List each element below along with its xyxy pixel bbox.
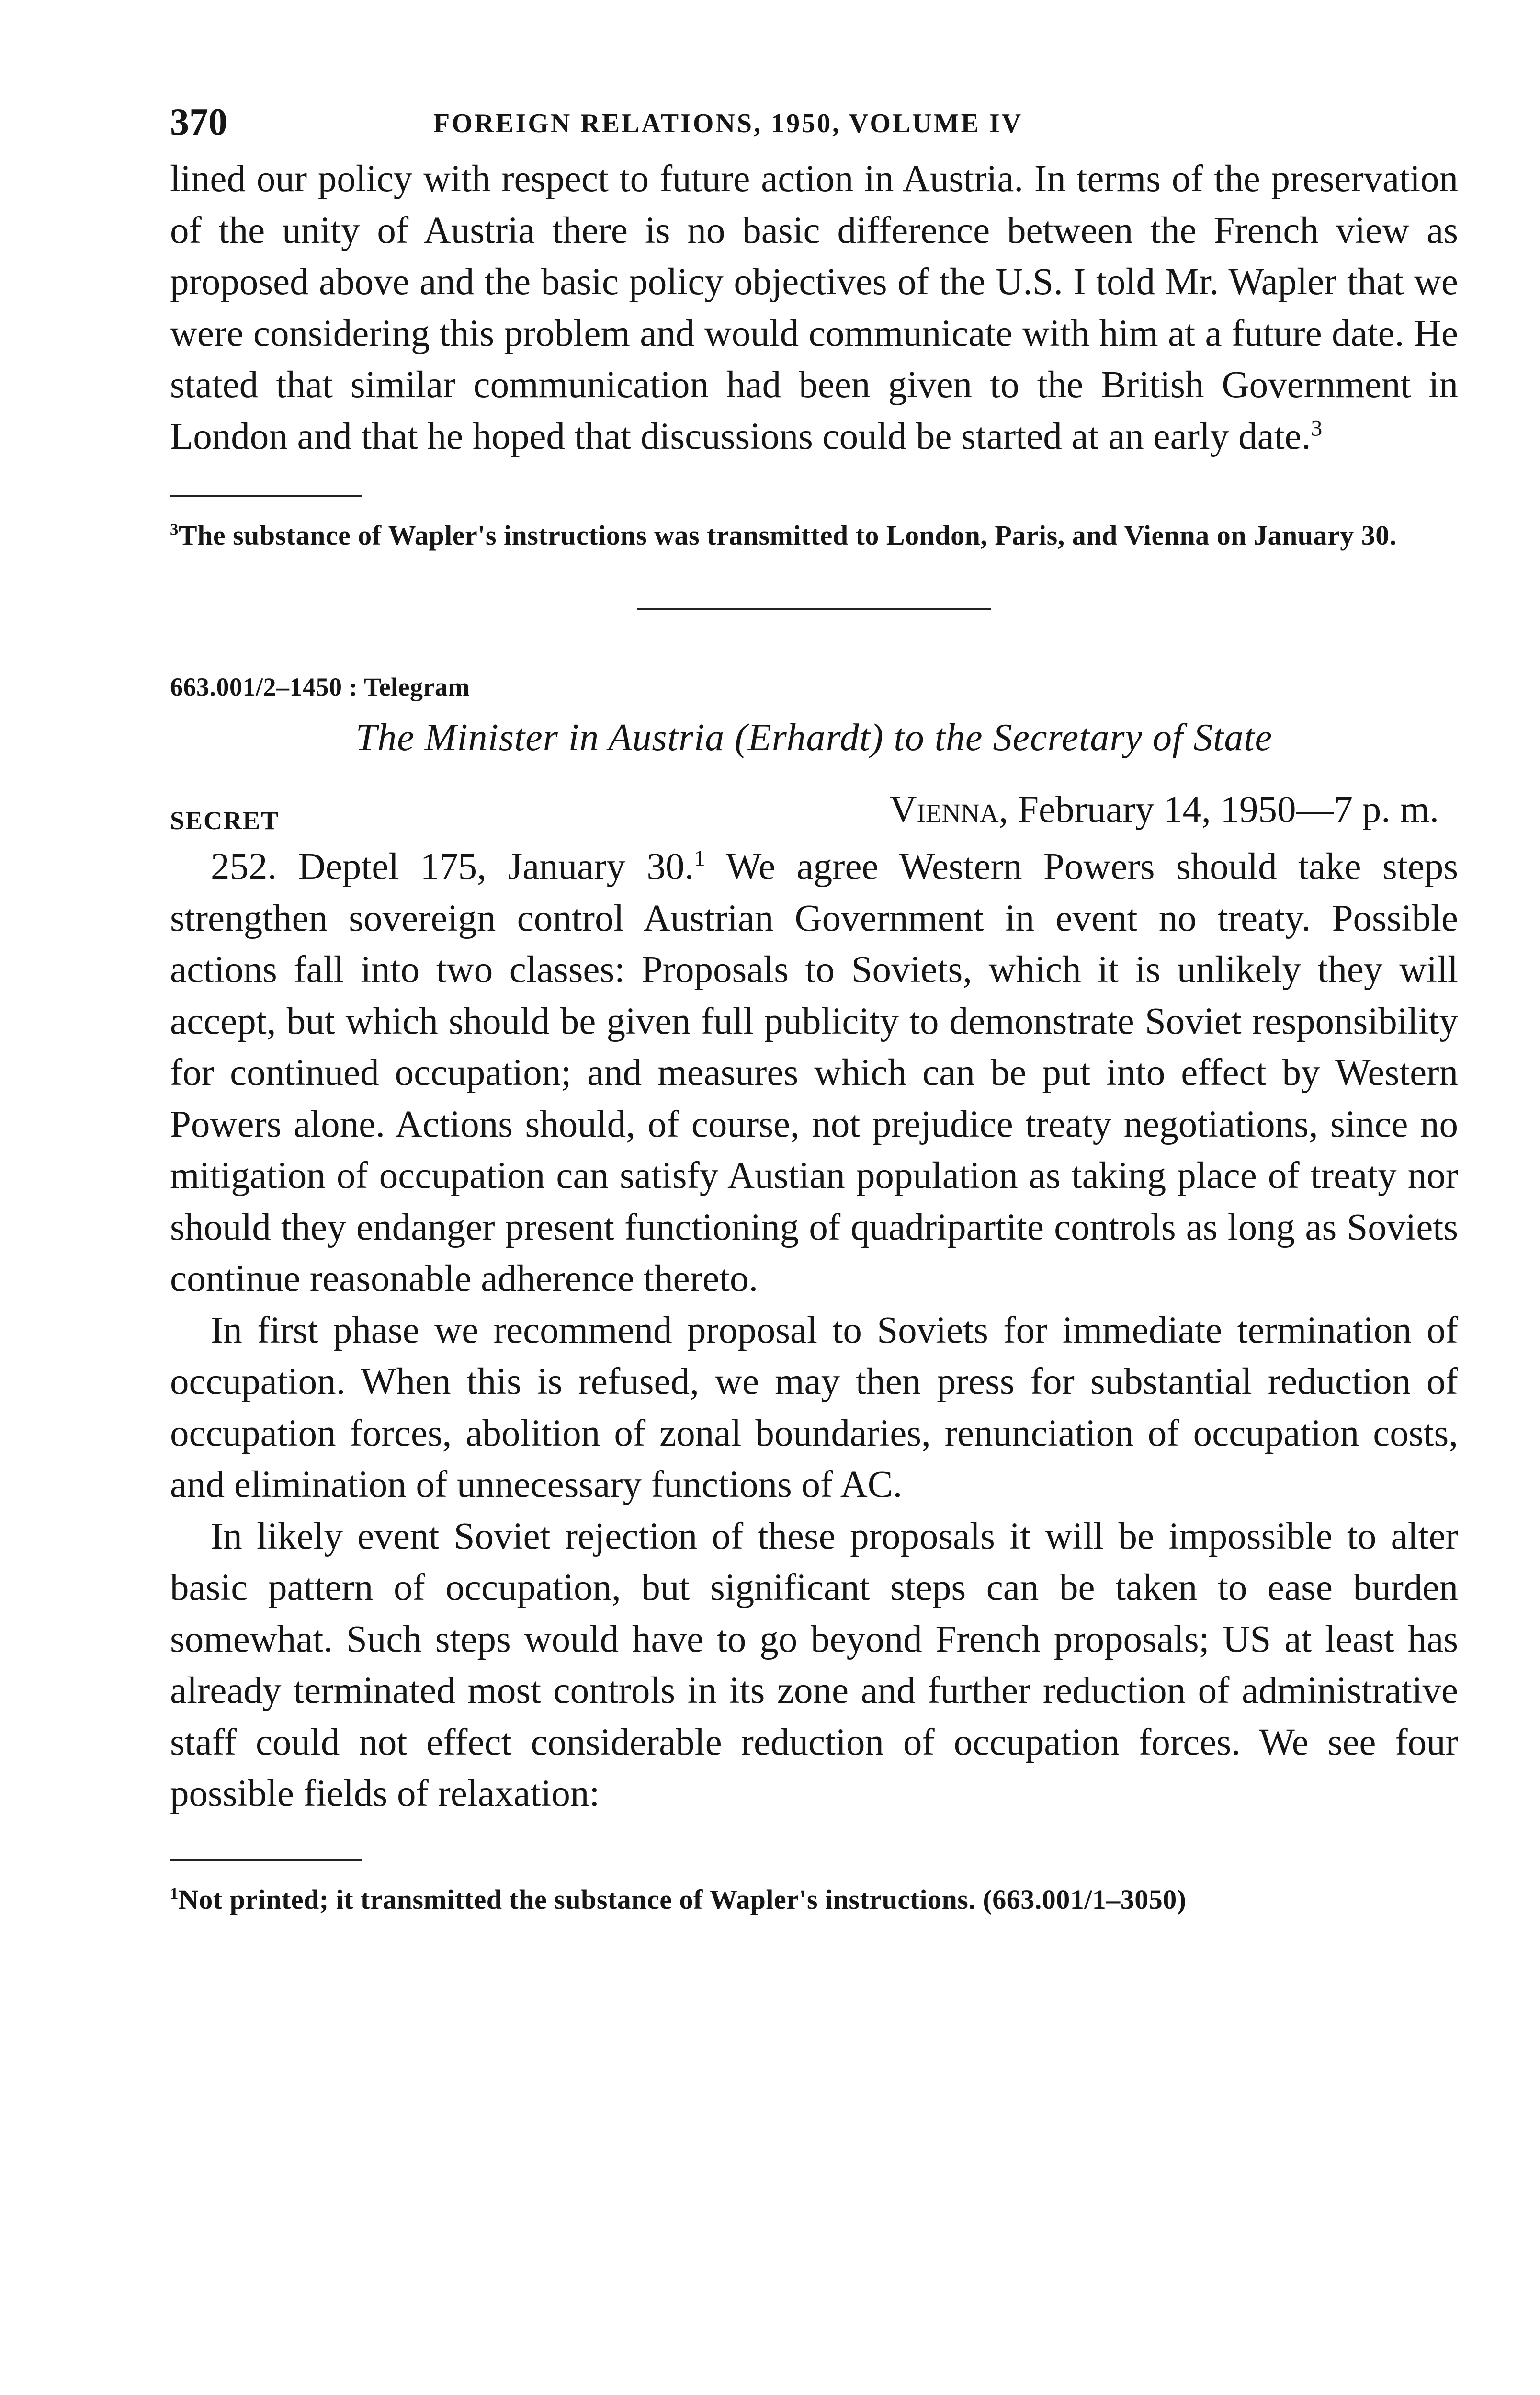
- footnote-3: [170, 517, 1458, 554]
- paragraph-2: In first phase we recommend proposal to Soviets for immediate termination of occupation. When this is refused, we may then press for substantial reduction of occupation forces, abolition of zonal boundaries, renunciation of occupation costs, and elimination of unnecessary functions of AC.: [170, 1309, 1458, 1505]
- date-location: [889, 788, 1439, 832]
- running-head: [170, 96, 1458, 148]
- footnote-number: 1: [170, 1884, 179, 1903]
- document-separator: [637, 608, 991, 610]
- date-time: , February 14, 1950—7 p. m.: [998, 789, 1439, 831]
- running-title: FOREIGN RELATIONS, 1950, VOLUME IV: [433, 109, 1023, 138]
- carryover-paragraph: [170, 153, 1458, 462]
- location: Vienna: [889, 789, 999, 831]
- footnote-ref-1: 1: [694, 846, 705, 871]
- paragraph-1-lead: 252. Deptel 175, January 30.: [211, 846, 694, 888]
- page: [170, 96, 1458, 1918]
- footnote-ref-3: 3: [1311, 416, 1323, 441]
- carryover-text: lined our policy with respect to future action in Austria. In terms of the preservation of the unity of Austria there is no basic difference between the French view as proposed above and the basic policy objectives of the U.S. I told Mr. Wapler that we were considering this problem and would communicate with him at a future date. He stated that similar communication had been given to the British Government in London and that he hoped that discussions could be started at an early date.: [170, 158, 1458, 457]
- footnote-divider: [170, 1859, 362, 1861]
- paragraph-3: In likely event Soviet rejection of these proposals it will be impossible to alter basic pattern of occupation, but significant steps can be taken to ease burden somewhat. Such steps would have to go beyond French proposals; US at least has already terminated most controls in its zone and further reduction of administrative staff could not effect considerable reduction of occupation forces. We see four possible fields of relaxation:: [170, 1515, 1458, 1814]
- footnote-text: The substance of Wapler's instructions was transmitted to London, Paris, and Vienna on January 30.: [178, 520, 1397, 551]
- paragraph-1: [170, 841, 1458, 1305]
- page-number: 370: [170, 101, 227, 143]
- document-title: The Minister in Austria (Erhardt) to the Secretary of State: [355, 717, 1273, 759]
- footnote-text: Not printed; it transmitted the substance of Wapler's instructions. (663.001/1–3050): [178, 1883, 1187, 1915]
- footnote-1: [170, 1881, 1458, 1918]
- classification-label: SECRET: [170, 806, 280, 835]
- footnote-area: [170, 1859, 1458, 1918]
- paragraph-1-text: We agree Western Powers should take steps strengthen sovereign control Austrian Government in event no treaty. Possible actions fall into two classes: Proposals to Soviets, which it is unlikely they will accept, but which should be given full publicity to demonstrate Soviet responsibility for continued occupation; and measures which can be put into effect by Western Powers alone. Actions should, of course, not prejudice treaty negotiations, since no mitigation of occupation can satisfy Austian population as taking place of treaty nor should they endanger present functioning of quadripartite controls as long as Soviets continue reasonable adherence thereto.: [170, 846, 1458, 1300]
- footnote-number: 3: [170, 520, 179, 539]
- footnote-divider: [170, 495, 362, 497]
- dateline: [170, 788, 1458, 841]
- file-reference: 663.001/2–1450 : Telegram: [170, 673, 470, 701]
